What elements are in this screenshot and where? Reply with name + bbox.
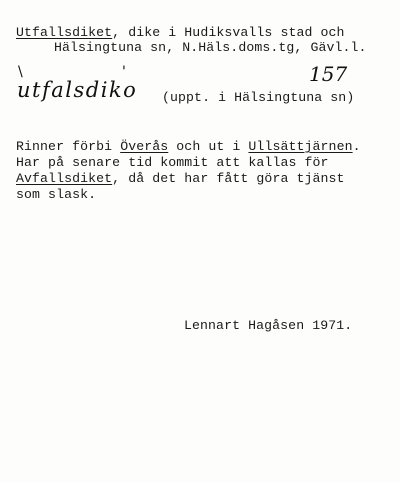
handwritten-form: utfalsdiko: [17, 78, 138, 102]
body-line-4: som slask.: [16, 187, 97, 202]
pronunciation-note: (uppt. i Hälsingtuna sn): [162, 90, 355, 105]
place-name-lake: Ullsättjärnen: [248, 139, 353, 154]
place-name-overas: Överås: [120, 139, 169, 154]
body-text: och ut i: [168, 139, 249, 154]
body-text: Rinner förbi: [16, 139, 121, 154]
place-name-avfallsdiket: Avfallsdiket: [16, 171, 113, 186]
handwritten-number: 157: [309, 62, 348, 86]
body-line-2: Har på senare tid kommit att kallas för: [16, 155, 329, 170]
body-line-3: [16, 171, 345, 187]
handwritten-mark-mid: ': [122, 64, 126, 80]
handwritten-mark-left: \: [18, 64, 23, 80]
signature: Lennart Hagåsen 1971.: [184, 318, 353, 333]
body-line-1: [16, 139, 361, 155]
header-description: , dike i Hudiksvalls stad och: [112, 25, 345, 40]
body-text: .: [352, 139, 361, 154]
headword: Utfallsdiket: [16, 25, 113, 40]
body-text: , då det har fått göra tjänst: [112, 171, 345, 186]
header-line-1: [16, 25, 345, 41]
header-line-2: Hälsingtuna sn, N.Häls.doms.tg, Gävl.l.: [54, 40, 367, 55]
